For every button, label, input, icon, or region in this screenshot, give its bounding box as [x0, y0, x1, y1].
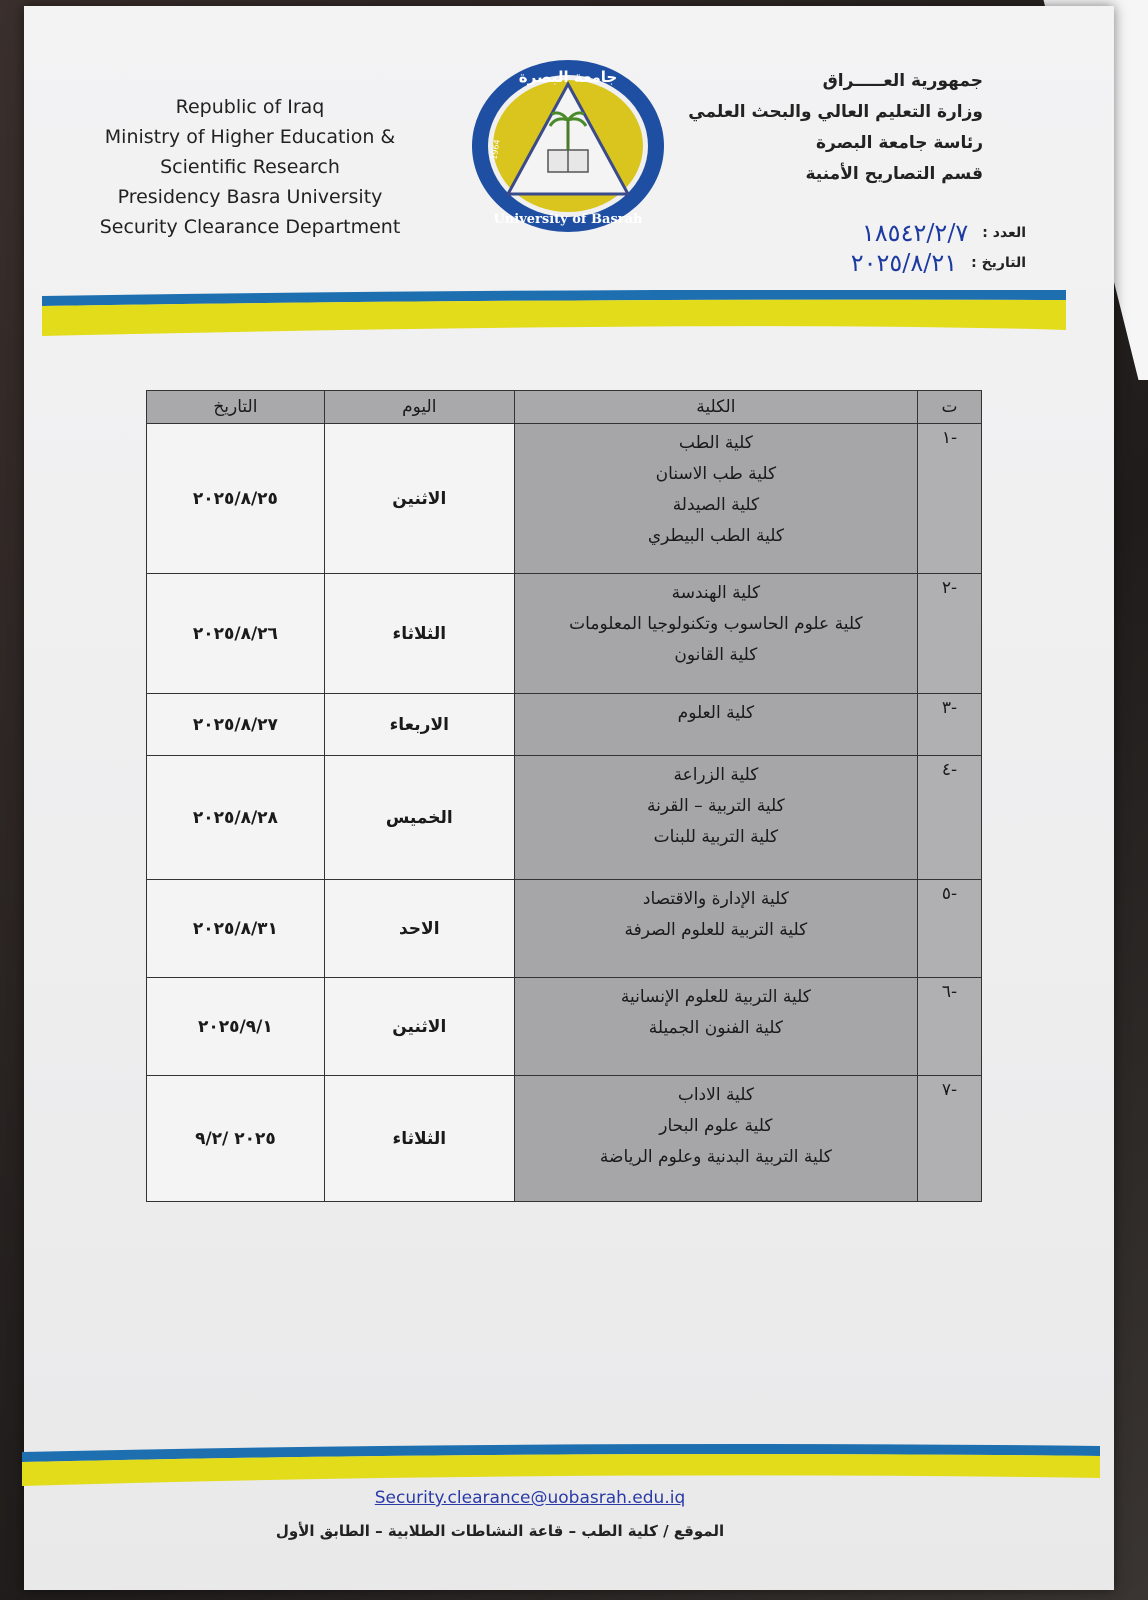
row-day: الاثنين — [324, 424, 514, 574]
row-number: -٢ — [918, 574, 982, 694]
schedule-table — [146, 390, 982, 1202]
college-name: كلية الفنون الجميلة — [648, 1018, 783, 1038]
row-day: الثلاثاء — [324, 1076, 514, 1202]
table-row — [147, 756, 982, 880]
college-name: كلية التربية للعلوم الإنسانية — [620, 987, 811, 1007]
ref-number-handwritten: ١٨٥٤٢/٢/٧ — [861, 219, 969, 247]
university-of-basrah-logo — [470, 58, 666, 234]
row-date: ٢٠٢٥ /٩/٢ — [147, 1076, 325, 1202]
footer-decorative-band — [22, 1444, 1100, 1490]
college-name: كلية الإدارة والاقتصاد — [642, 889, 789, 909]
header-decorative-band — [42, 290, 1066, 344]
row-number: -٦ — [918, 978, 982, 1076]
contact-email-link[interactable]: Security.clearance@uobasrah.edu.iq — [374, 1488, 686, 1508]
row-date: ٢٠٢٥/٨/٢٦ — [147, 574, 325, 694]
college-name: كلية الصيدلة — [672, 495, 760, 515]
row-date: ٢٠٢٥/٨/٢٧ — [147, 694, 325, 756]
row-colleges — [514, 756, 917, 880]
row-date: ٢٠٢٥/٨/٢٥ — [147, 424, 325, 574]
row-number: -٣ — [918, 694, 982, 756]
row-number: -٧ — [918, 1076, 982, 1202]
logo-arabic-text: جامعة البصرة — [518, 68, 618, 86]
row-day: الاحد — [324, 880, 514, 978]
row-colleges — [514, 978, 917, 1076]
ref-number-label: العدد : — [982, 225, 1026, 241]
college-name: كلية الاداب — [677, 1085, 754, 1105]
college-name: كلية الهندسة — [671, 583, 761, 603]
college-name: كلية الطب — [678, 433, 753, 453]
row-date: ٢٠٢٥/٨/٢٨ — [147, 756, 325, 880]
table-row — [147, 880, 982, 978]
college-name: كلية علوم البحار — [659, 1116, 773, 1136]
row-day: الاربعاء — [324, 694, 514, 756]
college-name: كلية التربية للعلوم الصرفة — [624, 920, 808, 940]
row-date: ٢٠٢٥/٨/٣١ — [147, 880, 325, 978]
row-colleges — [514, 694, 917, 756]
college-name: كلية علوم الحاسوب وتكنولوجيا المعلومات — [569, 614, 863, 634]
arabic-letterhead — [663, 66, 983, 190]
english-letterhead-line: Republic of Iraq — [175, 96, 325, 118]
row-day: الاثنين — [324, 978, 514, 1076]
english-letterhead-line: Security Clearance Department — [99, 216, 401, 238]
row-colleges — [514, 424, 917, 574]
location-text: الموقع / كلية الطب – قاعة النشاطات الطلابية – الطابق الأول — [275, 1522, 725, 1540]
header-date: التاريخ — [147, 391, 325, 424]
table-row — [147, 424, 982, 574]
table-row — [147, 574, 982, 694]
row-colleges — [514, 1076, 917, 1202]
row-number: -٥ — [918, 880, 982, 978]
row-colleges — [514, 574, 917, 694]
table-row — [147, 694, 982, 756]
college-name: كلية طب الاسنان — [655, 464, 777, 484]
arabic-letterhead-line: رئاسة جامعة البصرة — [816, 133, 983, 153]
college-name: كلية العلوم — [677, 703, 755, 723]
header-college: الكلية — [514, 391, 917, 424]
reference-block — [706, 218, 1026, 278]
header-day: اليوم — [324, 391, 514, 424]
logo-year: 1964 — [489, 138, 502, 161]
header-number: ت — [918, 391, 982, 424]
college-name: كلية التربية البدنية وعلوم الرياضة — [599, 1147, 832, 1167]
row-colleges — [514, 880, 917, 978]
table-header-row — [147, 391, 982, 424]
row-day: الخميس — [324, 756, 514, 880]
college-name: كلية الطب البيطري — [647, 526, 784, 546]
college-name: كلية التربية – القرنة — [646, 796, 785, 816]
row-number: -٤ — [918, 756, 982, 880]
date-label: التاريخ : — [971, 255, 1026, 271]
logo-english-text: University of Basrah — [493, 212, 643, 227]
row-number: -١ — [918, 424, 982, 574]
arabic-letterhead-line: وزارة التعليم العالي والبحث العلمي — [688, 102, 983, 122]
table-row — [147, 1076, 982, 1202]
english-letterhead — [80, 92, 420, 242]
english-letterhead-line: Ministry of Higher Education & — [104, 126, 396, 148]
college-name: كلية التربية للبنات — [653, 827, 779, 847]
english-letterhead-line: Scientific Research — [160, 156, 340, 178]
arabic-letterhead-line: قسم التصاريح الأمنية — [805, 164, 983, 184]
college-name: كلية القانون — [674, 645, 758, 665]
college-name: كلية الزراعة — [673, 765, 759, 785]
row-date: ٢٠٢٥/٩/١ — [147, 978, 325, 1076]
date-handwritten: ٢٠٢٥/٨/٢١ — [850, 249, 958, 277]
table-row — [147, 978, 982, 1076]
english-letterhead-line: Presidency Basra University — [117, 186, 383, 208]
row-day: الثلاثاء — [324, 574, 514, 694]
arabic-letterhead-line: جمهورية العـــــراق — [822, 71, 983, 91]
